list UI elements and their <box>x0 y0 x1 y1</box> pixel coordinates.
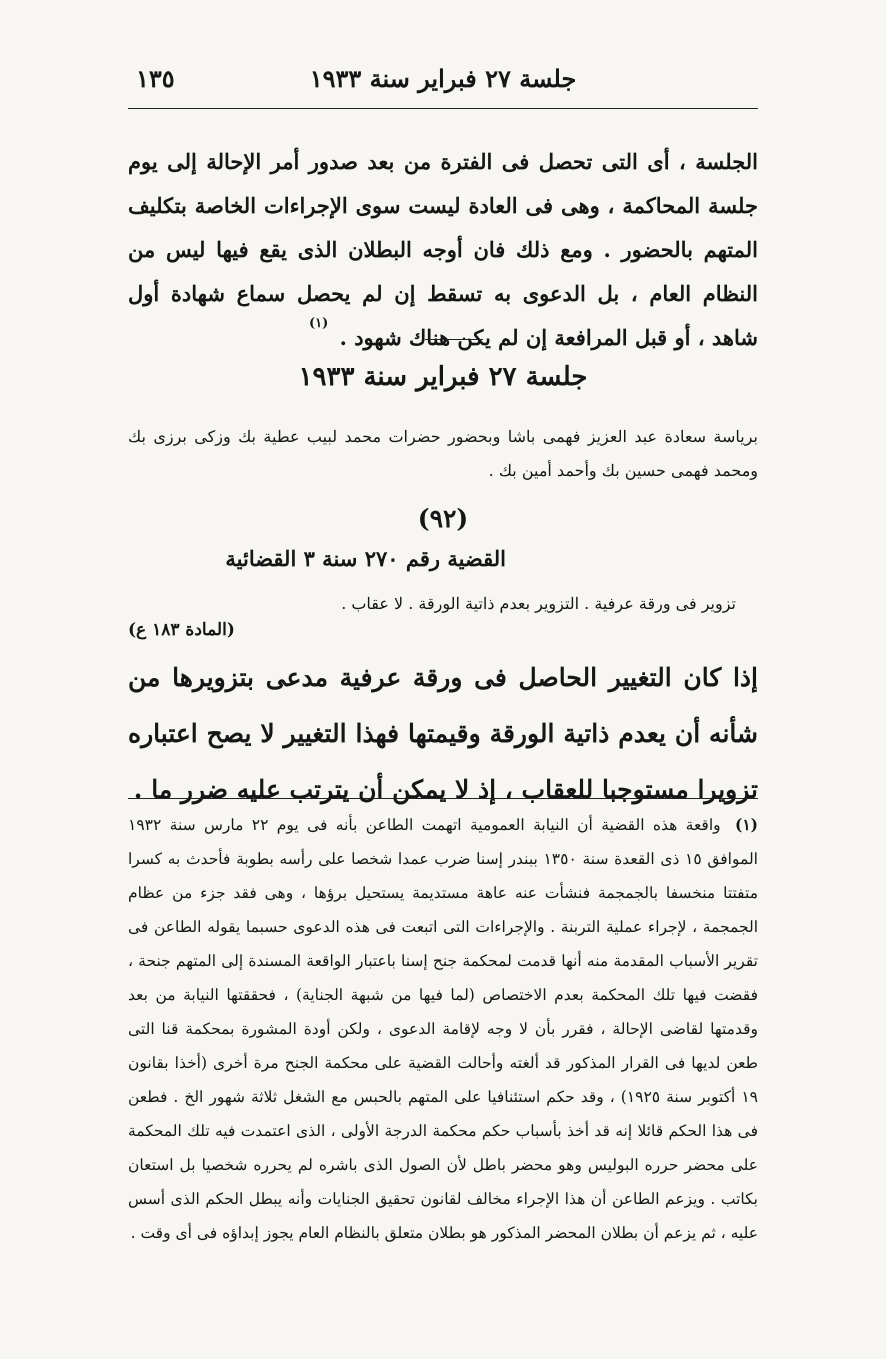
session-attendance: برياسة سعادة عبد العزيز فهمى باشا وبحضور حضرات محمد لبيب عطية بك وزكى برزى بك ومحمد فهمى حسين بك وأحمد أمين بك . <box>128 427 758 480</box>
footnote-number: (١) <box>735 815 759 834</box>
case-number: (٩٢) <box>417 504 469 533</box>
session-title: جلسة ٢٧ فبراير سنة ١٩٣٣ <box>298 362 588 392</box>
ruling-paragraph: إذا كان التغيير الحاصل فى ورقة عرفية مدعى بتزويرها من شأنه أن يعدم ذاتية الورقة وقيمتها فهذا التغيير لا يصح اعتباره تزويرا مستوجبا للعقاب ، إذ لا يمكن أن يترتب عليه ضرر ما . <box>128 663 758 804</box>
page-header <box>128 58 758 98</box>
footnote-marker: (١) <box>308 316 329 331</box>
case-keywords: تزوير فى ورقة عرفية . التزوير بعدم ذاتية الورقة . لا عقاب . <box>341 594 736 613</box>
footnote <box>128 808 758 1250</box>
article-reference: (المادة ١٨٣ ع) <box>128 620 235 640</box>
footnote-text: واقعة هذه القضية أن النيابة العمومية اتهمت الطاعن بأنه فى يوم ٢٢ مارس سنة ١٩٣٢ الموافق ١٥ ذى القعدة سنة ١٣٥٠ ببندر إسنا ضرب عمدا شخصا على رأسه بطوبة فأحدث به كسرا متفتتا منخسفا بالجمجمة فنشأت عنه عاهة مستديمة يستحيل برؤها ، وهى فقد جزء من عظام الجمجمة ، لإجراء عملية التربنة . والإجراءات التى اتبعت فى هذه الدعوى حسبما يقوله الطاعن فى تقرير الأسباب المقدمة منه أنها قدمت لمحكمة جنح إسنا باعتبار الواقعة المسندة إلى المتهم جنحة ، فقضت فيها تلك المحكمة بعدم الاختصاص (لما فيها من شبهة الجناية) ، فحققتها النيابة من بعد وقدمتها لقاضى الإحالة ، فقرر بأن لا وجه لإقامة الدعوى ، ولكن أودة المشورة بمحكمة قنا التى طعن لديها فى القرار المذكور قد ألغته وأحالت القضية على محكمة الجنح مرة أخرى (أخذا بقانون ١٩ أكتوبر سنة ١٩٢٥) ، وقد حكم استئنافيا على المتهم بالحبس مع الشغل ثلاثة شهور الخ . فطعن فى هذا الحكم قائلا إنه قد أخذ بأسباب حكم محكمة الدرجة الأولى ، الذى اعتمدت فيه تلك المحكمة على محضر حرره البوليس وهو محضر باطل لأن الصول الذى باشره لم يحرره شخصيا بل استعان بكاتب . ويزعم الطاعن أن هذا الإجراء مخالف لقانون تحقيق الجنايات وأنه يبطل الحكم الذى أسس عليه ، ثم يزعم أن بطلان المحضر المذكور هو بطلان متعلق بالنظام العام يجوز إبداؤه فى أى وقت . <box>128 816 759 1242</box>
section-divider <box>425 339 483 340</box>
footnote-rule <box>128 798 758 799</box>
page-number: ١٣٥ <box>136 64 175 93</box>
intro-text: الجلسة ، أى التى تحصل فى الفترة من بعد صدور أمر الإحالة إلى يوم جلسة المحاكمة ، وهى فى العادة ليست سوى الإجراءات الخاصة بتكليف المتهم بالحضور . ومع ذلك فان أوجه البطلان الذى يقع فيها ليس من النظام العام ، بل الدعوى به تسقط إن لم يحصل سماع شهادة أول شاهد ، أو قبل المرافعة إن لم يكن هناك شهود . <box>128 149 758 350</box>
case-title: القضية رقم ٢٧٠ سنة ٣ القضائية <box>225 546 506 571</box>
header-rule <box>128 108 758 109</box>
running-title: جلسة ٢٧ فبراير سنة ١٩٣٣ <box>309 64 577 93</box>
intro-paragraph <box>128 140 758 364</box>
